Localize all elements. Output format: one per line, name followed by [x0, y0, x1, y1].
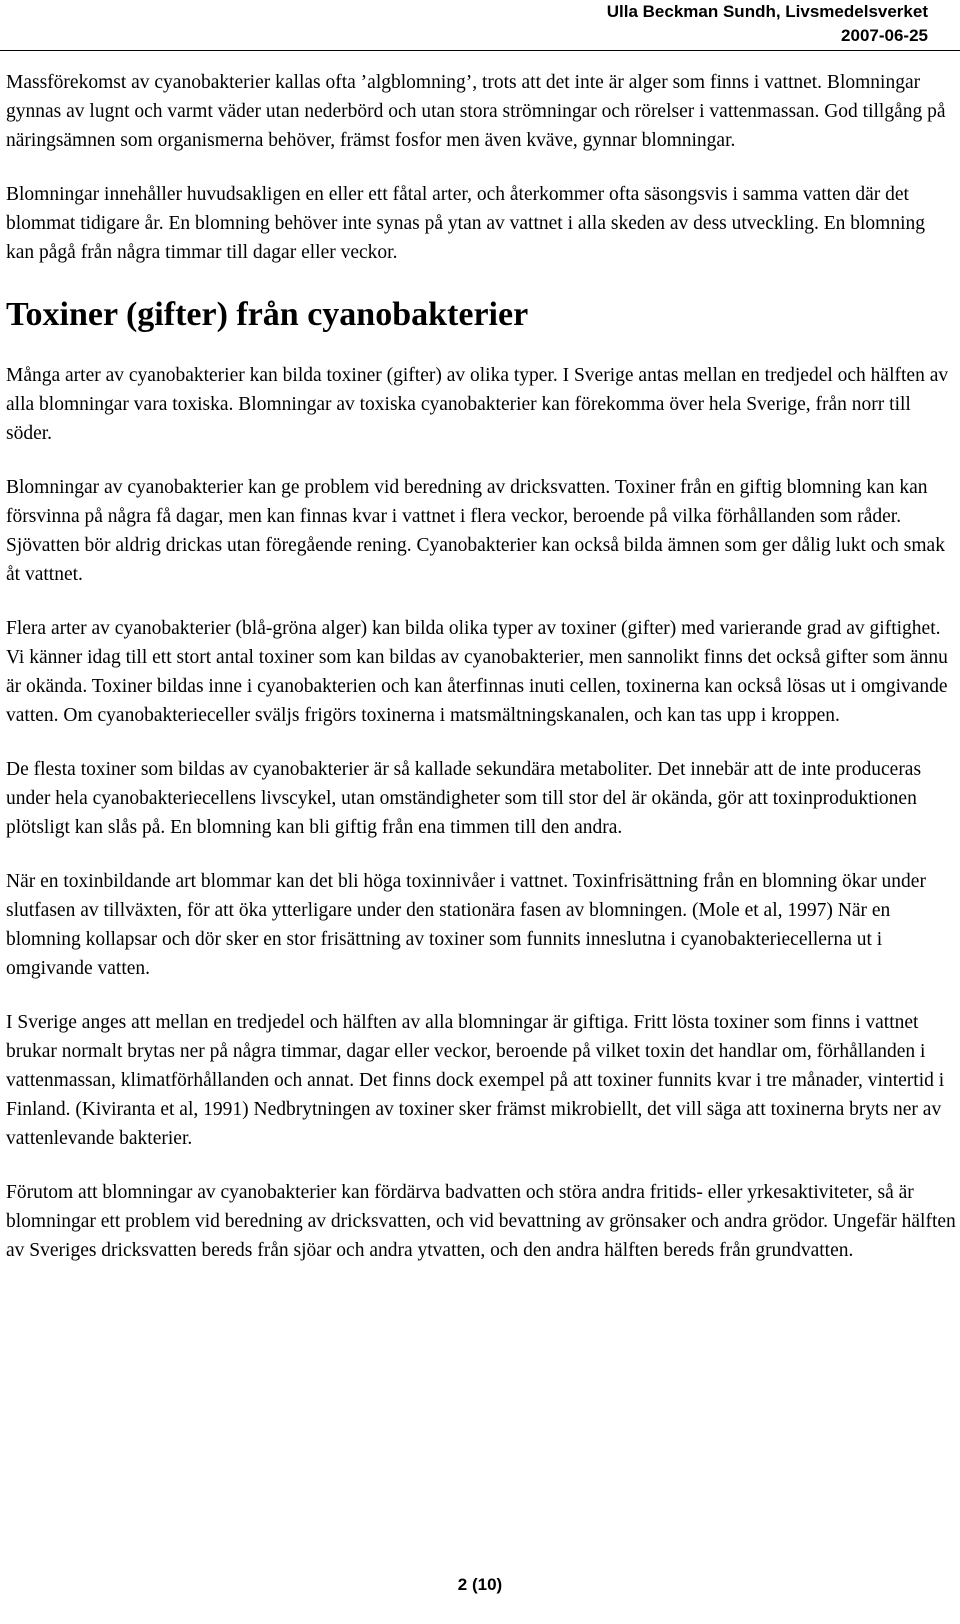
paragraph-section-3: Flera arter av cyanobakterier (blå-gröna alger) kan bilda olika typer av toxiner (gifter) med varierande grad av giftighet. Vi känner idag till ett stort antal toxiner som kan bildas av cyanobakterier, men sannolikt finns det också gifter som ännu är okända. Toxiner bildas inne i cyanobakterien och kan återfinnas inuti cellen, toxinerna kan också lösas ut i omgivande vatten. Om cyanobakterieceller sväljs frigörs toxinerna i matsmältningskanalen, och kan tas upp i kroppen.: [6, 618, 948, 726]
page-number: 2 (10): [457, 1575, 503, 1594]
paragraph-section-4: De flesta toxiner som bildas av cyanobakterier är så kallade sekundära metaboliter. Det innebär att de inte produceras under hela cyanobakteriecellens livscykel, utan omständigheter som till stor del är okända, gör att toxinproduktionen plötsligt kan slås på. En blomning kan bli giftig från ena timmen till den andra.: [6, 759, 922, 838]
paragraph-section-6: I Sverige anges att mellan en tredjedel och hälften av alla blomningar är giftiga. Fritt lösta toxiner som finns i vattnet brukar normalt brytas ner på några timmar, dagar eller veckor, beroende på vilket toxin det handlar om, förhållanden i vattenmassan, klimatförhållanden och annat. Det finns dock exempel på att toxiner funnits kvar i tre månader, vintertid i Finland. (Kiviranta et al, 1991) Nedbrytningen av toxiner sker främst mikrobiellt, det vill säga att toxinerna bryts ner av vattenlevande bakterier.: [6, 1012, 945, 1149]
document-body: [6, 68, 956, 1290]
paragraph-section-2: Blomningar av cyanobakterier kan ge problem vid beredning av dricksvatten. Toxiner från en giftig blomning kan kan försvinna på några få dagar, men kan finnas kvar i vattnet i flera veckor, beroende på vilka förhållanden som råder. Sjövatten bör aldrig drickas utan föregående rening. Cyanobakterier kan också bilda ämnen som ger dålig lukt och smak åt vattnet.: [6, 477, 945, 585]
paragraph-intro-1: Massförekomst av cyanobakterier kallas ofta ’algblomning’, trots att det inte är alger som finns i vattnet. Blomningar gynnas av lugnt och varmt väder utan nederbörd och utan stora strömningar och rörelser i vattenmassan. God tillgång på näringsämnen som organismerna behöver, främst fosfor men även kväve, gynnar blomningar.: [6, 72, 946, 151]
paragraph-intro-2: Blomningar innehåller huvudsakligen en eller ett fåtal arter, och återkommer ofta säsongsvis i samma vatten där det blommat tidigare år. En blomning behöver inte synas på ytan av vattnet i alla skeden av dess utveckling. En blomning kan pågå från några timmar till dagar eller veckor.: [6, 184, 925, 263]
section-heading: Toxiner (gifter) från cyanobakterier: [6, 296, 529, 333]
page-header: [607, 0, 928, 48]
paragraph-section-1: Många arter av cyanobakterier kan bilda toxiner (gifter) av olika typer. I Sverige antas mellan en tredjedel och hälften av alla blomningar vara toxiska. Blomningar av toxiska cyanobakterier kan förekomma över hela Sverige, från norr till söder.: [6, 365, 949, 444]
header-date: 2007-06-25: [841, 26, 928, 45]
header-author: Ulla Beckman Sundh, Livsmedelsverket: [606, 2, 928, 21]
paragraph-section-5: När en toxinbildande art blommar kan det bli höga toxinnivåer i vattnet. Toxinfrisättning från en blomning ökar under slutfasen av tillväxten, för att öka ytterligare under den stationära fasen av blomningen. (Mole et al, 1997) När en blomning kollapsar och dör sker en stor frisättning av toxiner som funnits inneslutna i cyanobakteriecellerna ut i omgivande vatten.: [6, 871, 926, 979]
paragraph-section-7: Förutom att blomningar av cyanobakterier kan fördärva badvatten och störa andra fritids- eller yrkesaktiviteter, så är blomningar ett problem vid beredning av dricksvatten, och vid bevattning av grönsaker och andra grödor. Ungefär hälften av Sveriges dricksvatten bereds från sjöar och andra ytvatten, och den andra hälften bereds från grundvatten.: [6, 1182, 956, 1261]
header-divider: [0, 50, 960, 51]
